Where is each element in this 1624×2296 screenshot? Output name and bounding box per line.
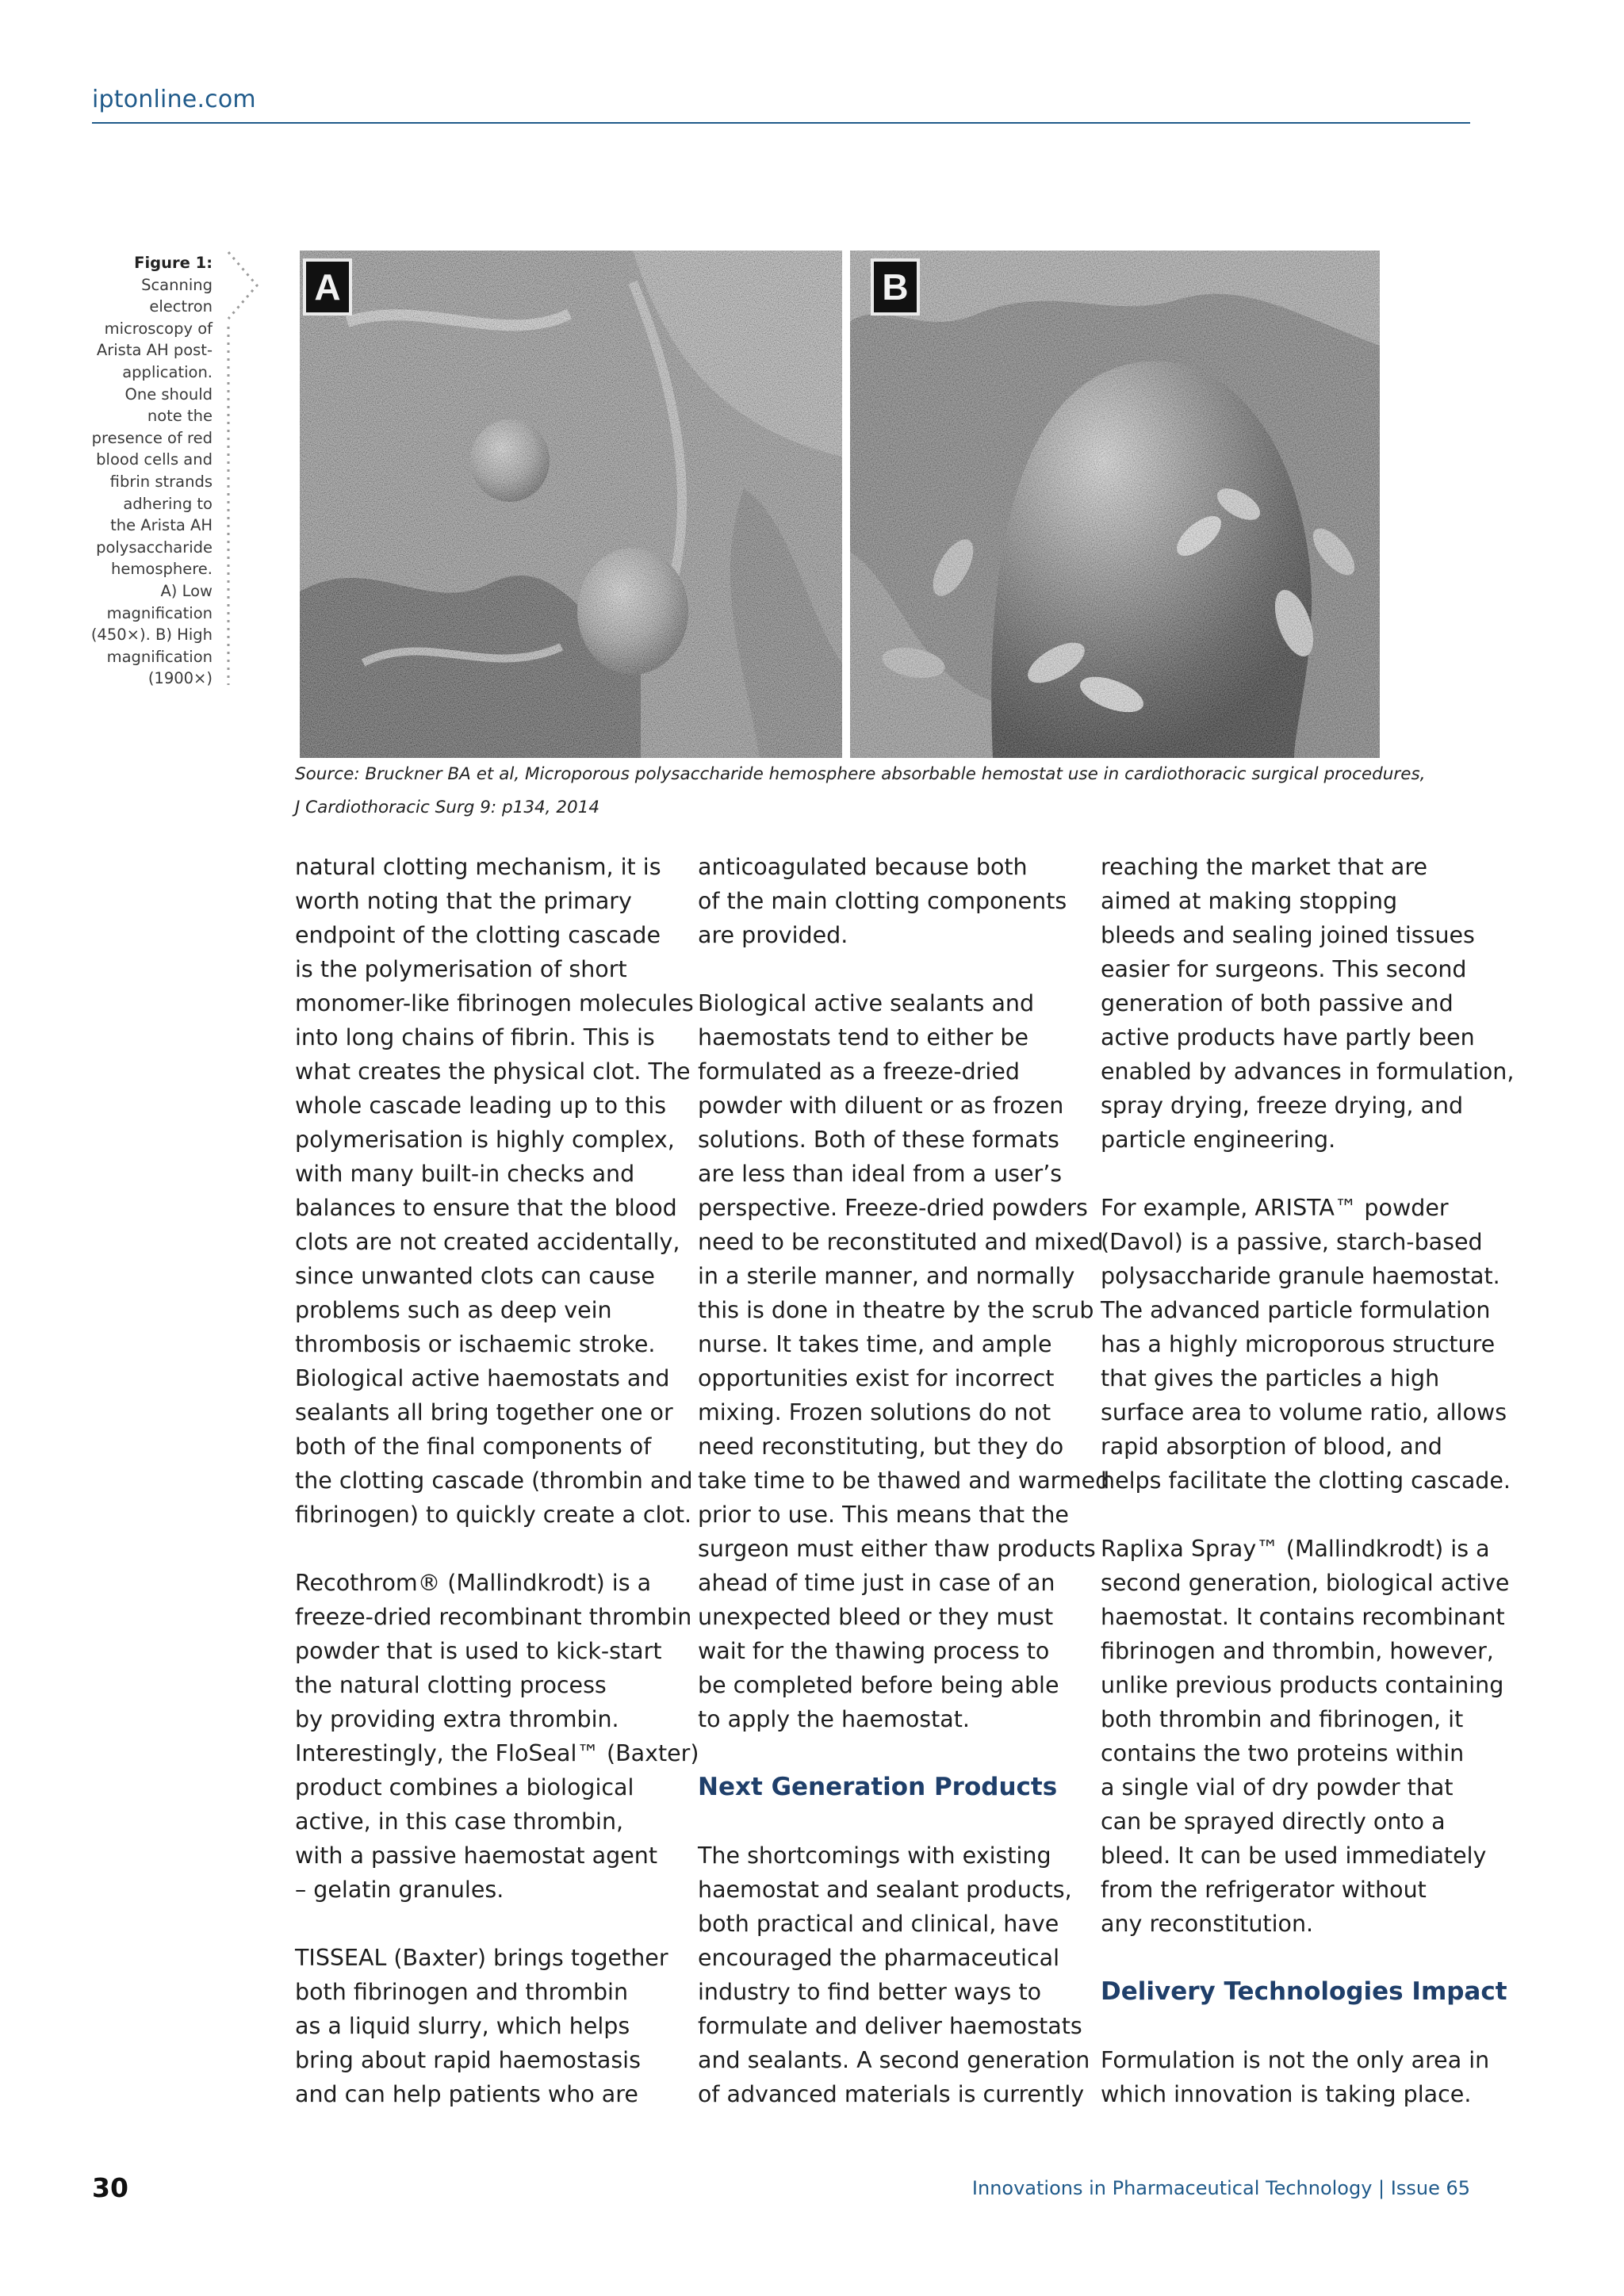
body-line: unlike previous products containing xyxy=(1101,1672,1504,1698)
paragraph-gap xyxy=(698,952,1086,986)
page-number: 30 xyxy=(92,2172,128,2203)
body-line: as a liquid slurry, which helps xyxy=(295,2013,630,2039)
caption-line: (450×). B) High xyxy=(90,626,213,645)
caption-line: application. xyxy=(122,362,213,381)
body-line: both of the final components of xyxy=(295,1433,652,1460)
body-line: haemostat and sealant products, xyxy=(698,1877,1072,1903)
site-url[interactable]: iptonline.com xyxy=(92,86,256,113)
figure-source-citation xyxy=(295,758,1469,825)
body-line: industry to find better ways to xyxy=(698,1979,1042,2005)
body-line: what creates the physical clot. The xyxy=(295,1058,691,1085)
body-line: Formulation is not the only area in xyxy=(1101,2047,1490,2073)
body-line: the clotting cascade (thrombin and xyxy=(295,1468,693,1494)
caption-line: hemosphere. xyxy=(111,560,213,579)
body-line: powder with diluent or as frozen xyxy=(698,1093,1064,1119)
source-line: Source: Bruckner BA et al, Microporous polysaccharide hemosphere absorbable hemostat use in cardiothoracic surgical procedures, xyxy=(295,764,1426,784)
body-line: The advanced particle formulation xyxy=(1101,1297,1491,1323)
body-line: of advanced materials is currently xyxy=(698,2081,1085,2107)
figure-label: Figure 1: xyxy=(134,254,213,272)
body-line: in a sterile manner, and normally xyxy=(698,1263,1075,1289)
body-line: need reconstituting, but they do xyxy=(698,1433,1064,1460)
body-line: to apply the haemostat. xyxy=(698,1706,970,1732)
caption-line: (1900×) xyxy=(147,669,213,688)
caption-line: adhering to xyxy=(123,494,213,513)
body-line: Raplixa Spray™ (Mallindkrodt) is a xyxy=(1101,1536,1490,1562)
body-line: surgeon must either thaw products xyxy=(698,1536,1096,1562)
body-line: with a passive haemostat agent xyxy=(295,1843,657,1869)
body-line: by providing extra thrombin. xyxy=(295,1706,619,1732)
body-line: TISSEAL (Baxter) brings together xyxy=(295,1945,668,1971)
body-line: contains the two proteins within xyxy=(1101,1740,1465,1766)
body-line: spray drying, freeze drying, and xyxy=(1101,1093,1464,1119)
caption-line: electron xyxy=(149,297,213,316)
paragraph-gap xyxy=(1101,1157,1473,1191)
body-line: aimed at making stopping xyxy=(1101,888,1398,914)
panel-b-label: B xyxy=(871,258,920,316)
caption-line: note the xyxy=(147,407,213,426)
body-line: polymerisation is highly complex, xyxy=(295,1127,675,1153)
body-line: rapid absorption of blood, and xyxy=(1101,1433,1442,1460)
body-line: any reconstitution. xyxy=(1101,1911,1314,1937)
body-line: product combines a biological xyxy=(295,1774,634,1800)
body-line: haemostat. It contains recombinant xyxy=(1101,1604,1505,1630)
caption-line: the Arista AH xyxy=(110,516,213,535)
caption-line: presence of red xyxy=(91,428,213,447)
caption-line: A) Low xyxy=(160,581,213,600)
body-line: take time to be thawed and warmed xyxy=(698,1468,1110,1494)
paragraph-gap xyxy=(1101,1941,1473,1975)
body-line: opportunities exist for incorrect xyxy=(698,1365,1055,1391)
paragraph-gap xyxy=(1101,2009,1473,2043)
body-line: polysaccharide granule haemostat. xyxy=(1101,1263,1500,1289)
paragraph-gap xyxy=(295,1907,684,1941)
sem-low-magnification-image xyxy=(300,251,842,758)
caption-line: fibrin strands xyxy=(109,472,213,491)
section-heading-delivery-technologies: Delivery Technologies Impact xyxy=(1101,1977,1507,2006)
body-line: whole cascade leading up to this xyxy=(295,1093,667,1119)
article-column-3 xyxy=(1101,850,1515,2111)
body-line: is the polymerisation of short xyxy=(295,956,627,982)
body-line: solutions. Both of these formats xyxy=(698,1127,1059,1153)
body-line: with many built-in checks and xyxy=(295,1161,635,1187)
body-line: monomer-like fibrinogen molecules xyxy=(295,990,694,1016)
body-line: – gelatin granules. xyxy=(295,1877,504,1903)
body-line: surface area to volume ratio, allows xyxy=(1101,1399,1507,1425)
body-line: into long chains of fibrin. This is xyxy=(295,1024,655,1050)
body-line: formulated as a freeze-dried xyxy=(698,1058,1020,1085)
body-line: generation of both passive and xyxy=(1101,990,1454,1016)
body-line: anticoagulated because both xyxy=(698,854,1028,880)
sem-image-panel-b xyxy=(850,251,1380,758)
body-line: balances to ensure that the blood xyxy=(295,1195,677,1221)
body-line: thrombosis or ischaemic stroke. xyxy=(295,1331,656,1357)
caption-line: magnification xyxy=(106,647,213,666)
section-heading-next-generation: Next Generation Products xyxy=(698,1773,1058,1801)
body-line: freeze-dried recombinant thrombin xyxy=(295,1604,692,1630)
body-line: both practical and clinical, have xyxy=(698,1911,1059,1937)
body-line: that gives the particles a high xyxy=(1101,1365,1440,1391)
body-line: need to be reconstituted and mixed xyxy=(698,1229,1104,1255)
body-line: mixing. Frozen solutions do not xyxy=(698,1399,1051,1425)
body-line: easier for surgeons. This second xyxy=(1101,956,1467,982)
body-line: endpoint of the clotting cascade xyxy=(295,922,661,948)
body-line: problems such as deep vein xyxy=(295,1297,612,1323)
caption-line: Arista AH post- xyxy=(96,341,213,360)
body-line: fibrinogen) to quickly create a clot. xyxy=(295,1502,692,1528)
paragraph-gap xyxy=(1101,1498,1473,1532)
body-line: (Davol) is a passive, starch-based xyxy=(1101,1229,1483,1255)
source-line: J Cardiothoracic Surg 9: p134, 2014 xyxy=(295,798,600,817)
journal-issue-footer: Innovations in Pharmaceutical Technology | Issue 65 xyxy=(971,2177,1470,2199)
caption-line: magnification xyxy=(106,603,213,622)
body-line: second generation, biological active xyxy=(1101,1570,1510,1596)
body-line: both fibrinogen and thrombin xyxy=(295,1979,629,2005)
caption-line: blood cells and xyxy=(96,450,213,469)
body-line: since unwanted clots can cause xyxy=(295,1263,655,1289)
figure-caption xyxy=(79,252,213,690)
body-line: Biological active haemostats and xyxy=(295,1365,670,1391)
body-line: active products have partly been xyxy=(1101,1024,1475,1050)
body-line: fibrinogen and thrombin, however, xyxy=(1101,1638,1494,1664)
body-line: encouraged the pharmaceutical xyxy=(698,1945,1060,1971)
body-line: perspective. Freeze-dried powders xyxy=(698,1195,1088,1221)
body-line: powder that is used to kick-start xyxy=(295,1638,662,1664)
body-line: Recothrom® (Mallindkrodt) is a xyxy=(295,1570,652,1596)
body-line: both thrombin and fibrinogen, it xyxy=(1101,1706,1464,1732)
body-line: and can help patients who are xyxy=(295,2081,638,2107)
body-line: of the main clotting components xyxy=(698,888,1067,914)
body-line: are provided. xyxy=(698,922,848,948)
body-line: can be sprayed directly onto a xyxy=(1101,1808,1446,1835)
body-line: nurse. It takes time, and ample xyxy=(698,1331,1052,1357)
body-line: unexpected bleed or they must xyxy=(698,1604,1054,1630)
body-line: be completed before being able xyxy=(698,1672,1059,1698)
body-line: formulate and deliver haemostats xyxy=(698,2013,1082,2039)
body-line: Biological active sealants and xyxy=(698,990,1035,1016)
article-column-1 xyxy=(295,850,699,2111)
caption-bracket-dots xyxy=(225,251,262,687)
body-line: this is done in theatre by the scrub xyxy=(698,1297,1094,1323)
caption-line: Scanning xyxy=(141,275,213,294)
paragraph-gap xyxy=(698,1736,1086,1770)
body-line: enabled by advances in formulation, xyxy=(1101,1058,1515,1085)
body-line: particle engineering. xyxy=(1101,1127,1336,1153)
body-line: active, in this case thrombin, xyxy=(295,1808,624,1835)
body-line: bleed. It can be used immediately xyxy=(1101,1843,1487,1869)
figure-caption-text xyxy=(79,274,213,690)
sem-high-magnification-image xyxy=(850,251,1380,758)
panel-a-label: A xyxy=(303,258,352,316)
caption-line: One should xyxy=(124,385,213,404)
paragraph-gap xyxy=(698,1804,1086,1839)
sem-image-panel-a xyxy=(300,251,842,758)
body-line: natural clotting mechanism, it is xyxy=(295,854,661,880)
body-line: bleeds and sealing joined tissues xyxy=(1101,922,1475,948)
body-line: ahead of time just in case of an xyxy=(698,1570,1055,1596)
body-line: the natural clotting process xyxy=(295,1672,607,1698)
body-line: bring about rapid haemostasis xyxy=(295,2047,641,2073)
caption-line: polysaccharide xyxy=(96,538,213,557)
body-line: sealants all bring together one or xyxy=(295,1399,673,1425)
paragraph-gap xyxy=(295,1532,684,1566)
body-line: which innovation is taking place. xyxy=(1101,2081,1472,2107)
body-line: wait for the thawing process to xyxy=(698,1638,1050,1664)
caption-line: microscopy of xyxy=(104,319,213,338)
body-line: Interestingly, the FloSeal™ (Baxter) xyxy=(295,1740,699,1766)
body-line: haemostats tend to either be xyxy=(698,1024,1029,1050)
header-divider xyxy=(92,122,1470,124)
body-line: The shortcomings with existing xyxy=(698,1843,1051,1869)
body-line: from the refrigerator without xyxy=(1101,1877,1427,1903)
body-line: reaching the market that are xyxy=(1101,854,1428,880)
body-line: For example, ARISTA™ powder xyxy=(1101,1195,1449,1221)
body-line: a single vial of dry powder that xyxy=(1101,1774,1454,1800)
body-line: has a highly microporous structure xyxy=(1101,1331,1496,1357)
body-line: worth noting that the primary xyxy=(295,888,632,914)
body-line: and sealants. A second generation xyxy=(698,2047,1090,2073)
body-line: prior to use. This means that the xyxy=(698,1502,1069,1528)
body-line: clots are not created accidentally, xyxy=(295,1229,680,1255)
body-line: helps facilitate the clotting cascade. xyxy=(1101,1468,1511,1494)
article-column-2 xyxy=(698,850,1110,2111)
body-line: are less than ideal from a user’s xyxy=(698,1161,1063,1187)
